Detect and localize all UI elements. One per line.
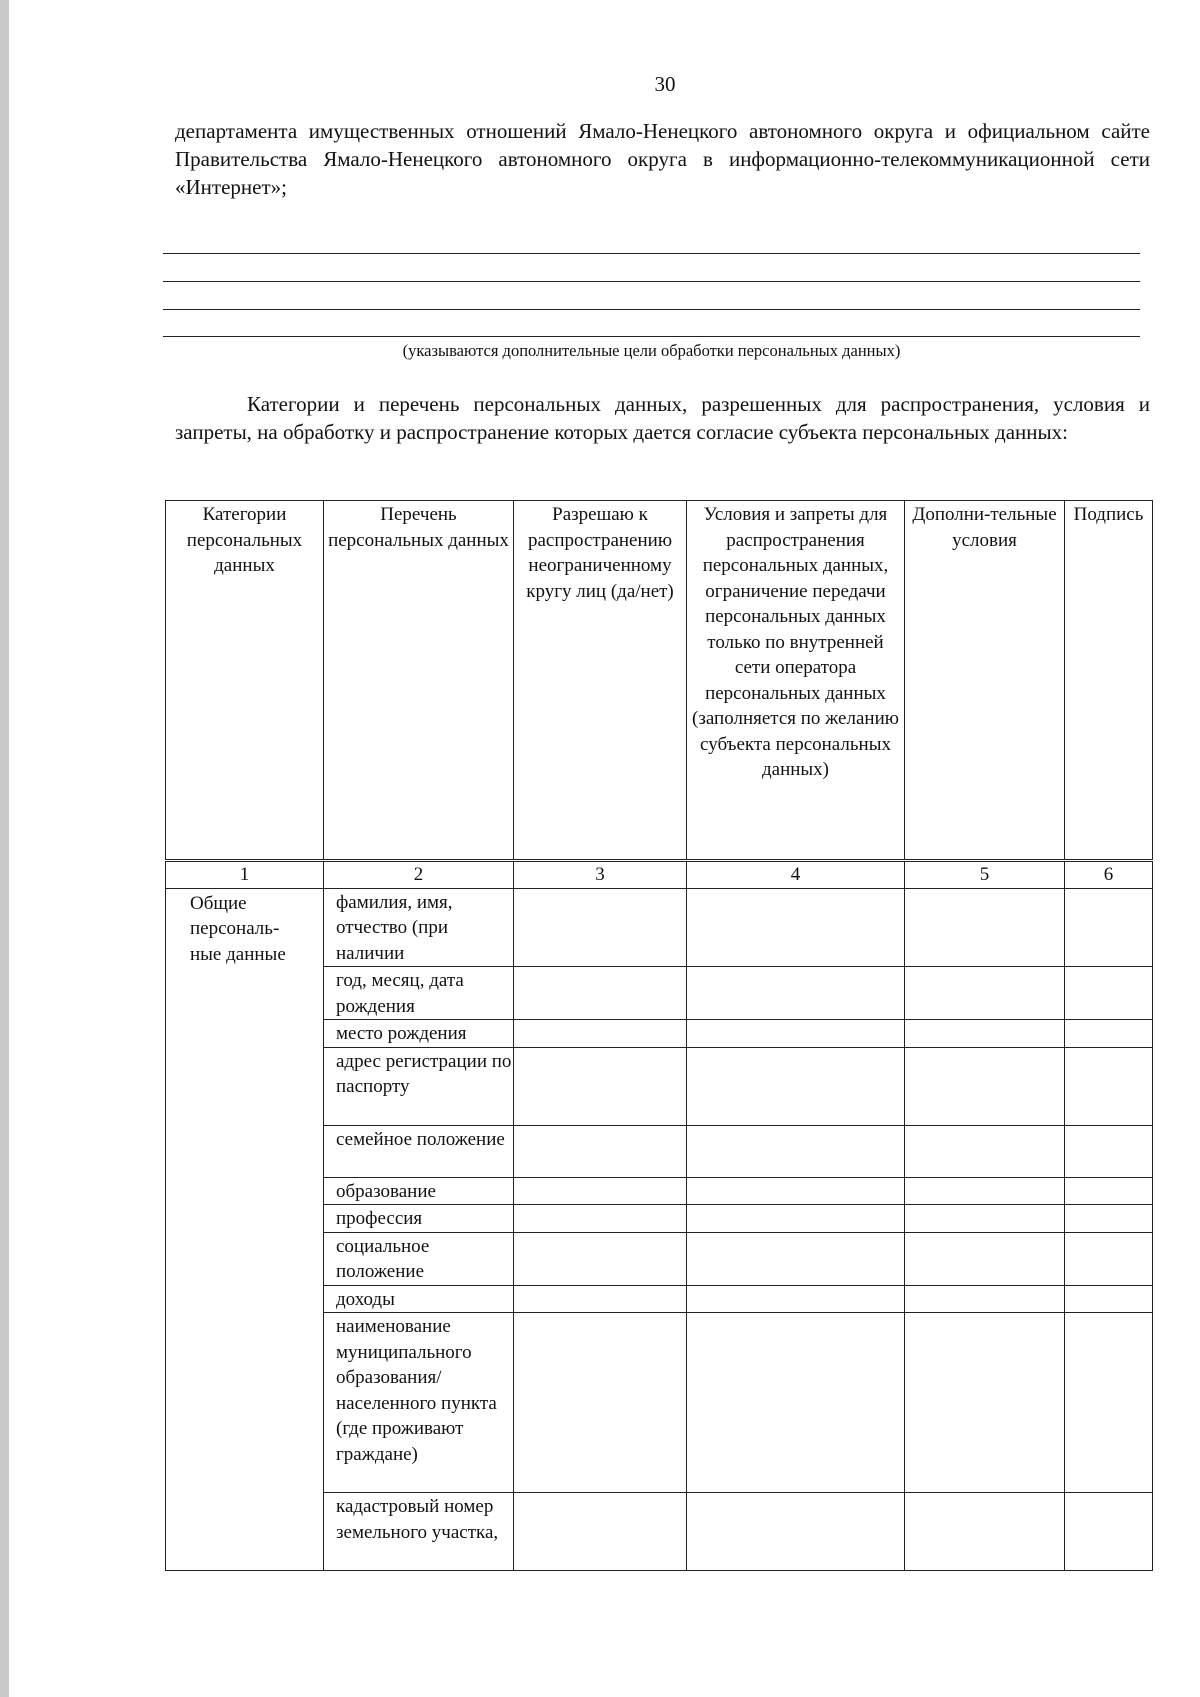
permission-cell[interactable] xyxy=(514,1232,687,1285)
category-cell xyxy=(166,888,324,1571)
data-item: кадастровый номер земельного участка, xyxy=(324,1493,514,1571)
permission-cell[interactable] xyxy=(514,1285,687,1313)
additional-cell[interactable] xyxy=(905,1177,1065,1205)
header-categories: Категории персональных данных xyxy=(166,501,324,861)
signature-cell[interactable] xyxy=(1065,1232,1153,1285)
column-number: 2 xyxy=(324,861,514,889)
data-item: наименование муниципального образования/ населенного пункта (где проживают граждане) xyxy=(324,1313,514,1493)
signature-cell[interactable] xyxy=(1065,888,1153,967)
column-number: 3 xyxy=(514,861,687,889)
permission-cell[interactable] xyxy=(514,1047,687,1125)
permission-cell[interactable] xyxy=(514,1177,687,1205)
header-additional: Дополни-тельные условия xyxy=(905,501,1065,861)
conditions-cell[interactable] xyxy=(687,1020,905,1048)
header-permission: Разрешаю к распространению неограниченному кругу лиц (да/нет) xyxy=(514,501,687,861)
additional-cell[interactable] xyxy=(905,967,1065,1020)
column-number: 6 xyxy=(1065,861,1153,889)
permission-cell[interactable] xyxy=(514,1020,687,1048)
column-number: 4 xyxy=(687,861,905,889)
fill-in-line[interactable] xyxy=(163,253,1140,254)
column-number: 1 xyxy=(166,861,324,889)
permission-cell[interactable] xyxy=(514,967,687,1020)
additional-cell[interactable] xyxy=(905,1285,1065,1313)
additional-cell[interactable] xyxy=(905,1125,1065,1177)
data-item: место рождения xyxy=(324,1020,514,1048)
permission-cell[interactable] xyxy=(514,888,687,967)
additional-cell[interactable] xyxy=(905,1493,1065,1571)
signature-cell[interactable] xyxy=(1065,1493,1153,1571)
fill-in-line[interactable] xyxy=(163,336,1140,337)
conditions-cell[interactable] xyxy=(687,1125,905,1177)
fill-caption: (указываются дополнительные цели обработки персональных данных) xyxy=(402,341,901,360)
additional-cell[interactable] xyxy=(905,1020,1065,1048)
table-header-row xyxy=(166,501,1153,861)
column-number-row xyxy=(166,861,1153,889)
scan-edge xyxy=(0,0,9,1697)
signature-cell[interactable] xyxy=(1065,967,1153,1020)
data-item: образование xyxy=(324,1177,514,1205)
data-item: профессия xyxy=(324,1205,514,1233)
signature-cell[interactable] xyxy=(1065,1285,1153,1313)
intro-paragraph: департамента имущественных отношений Ямало-Ненецкого автономного округа и официальном сайте Правительства Ямало-Ненецкого автономного округа в информационно-телекоммуникационной сети «Интернет»; xyxy=(175,119,1150,199)
header-signature: Подпись xyxy=(1065,501,1153,861)
consent-paragraph: Категории и перечень персональных данных, разрешенных для распространения, условия и запреты, на обработку и распространение которых дается согласие субъекта персональных данных: xyxy=(175,392,1150,444)
conditions-cell[interactable] xyxy=(687,888,905,967)
data-item: год, месяц, дата рождения xyxy=(324,967,514,1020)
conditions-cell[interactable] xyxy=(687,1205,905,1233)
conditions-cell[interactable] xyxy=(687,1177,905,1205)
signature-cell[interactable] xyxy=(1065,1205,1153,1233)
data-item: семейное положение xyxy=(324,1125,514,1177)
conditions-cell[interactable] xyxy=(687,1493,905,1571)
signature-cell[interactable] xyxy=(1065,1125,1153,1177)
header-conditions: Условия и запреты для распространения персональных данных, ограничение передачи персональных данных только по внутренней сети оператора персональных данных (заполняется по желанию субъекта персональных данных) xyxy=(687,501,905,861)
fill-in-line[interactable] xyxy=(163,281,1140,282)
permission-cell[interactable] xyxy=(514,1205,687,1233)
signature-cell[interactable] xyxy=(1065,1177,1153,1205)
data-item: доходы xyxy=(324,1285,514,1313)
additional-cell[interactable] xyxy=(905,1205,1065,1233)
conditions-cell[interactable] xyxy=(687,1313,905,1493)
signature-cell[interactable] xyxy=(1065,1020,1153,1048)
conditions-cell[interactable] xyxy=(687,967,905,1020)
conditions-cell[interactable] xyxy=(687,1232,905,1285)
fill-in-line[interactable] xyxy=(163,309,1140,310)
permission-cell[interactable] xyxy=(514,1125,687,1177)
additional-cell[interactable] xyxy=(905,1232,1065,1285)
permission-cell[interactable] xyxy=(514,1493,687,1571)
data-item: социальное положение xyxy=(324,1232,514,1285)
column-number: 5 xyxy=(905,861,1065,889)
conditions-cell[interactable] xyxy=(687,1047,905,1125)
personal-data-table xyxy=(165,500,1153,1571)
conditions-cell[interactable] xyxy=(687,1285,905,1313)
signature-cell[interactable] xyxy=(1065,1047,1153,1125)
data-item: фамилия, имя, отчество (при наличии xyxy=(324,888,514,967)
additional-cell[interactable] xyxy=(905,1047,1065,1125)
signature-cell[interactable] xyxy=(1065,1313,1153,1493)
page-number: 30 xyxy=(654,72,676,96)
header-list: Перечень персональных данных xyxy=(324,501,514,861)
category-label: Общие персональ-ные данные xyxy=(190,892,286,965)
table-row xyxy=(166,888,1153,967)
permission-cell[interactable] xyxy=(514,1313,687,1493)
additional-cell[interactable] xyxy=(905,888,1065,967)
data-item: адрес регистрации по паспорту xyxy=(324,1047,514,1125)
additional-cell[interactable] xyxy=(905,1313,1065,1493)
